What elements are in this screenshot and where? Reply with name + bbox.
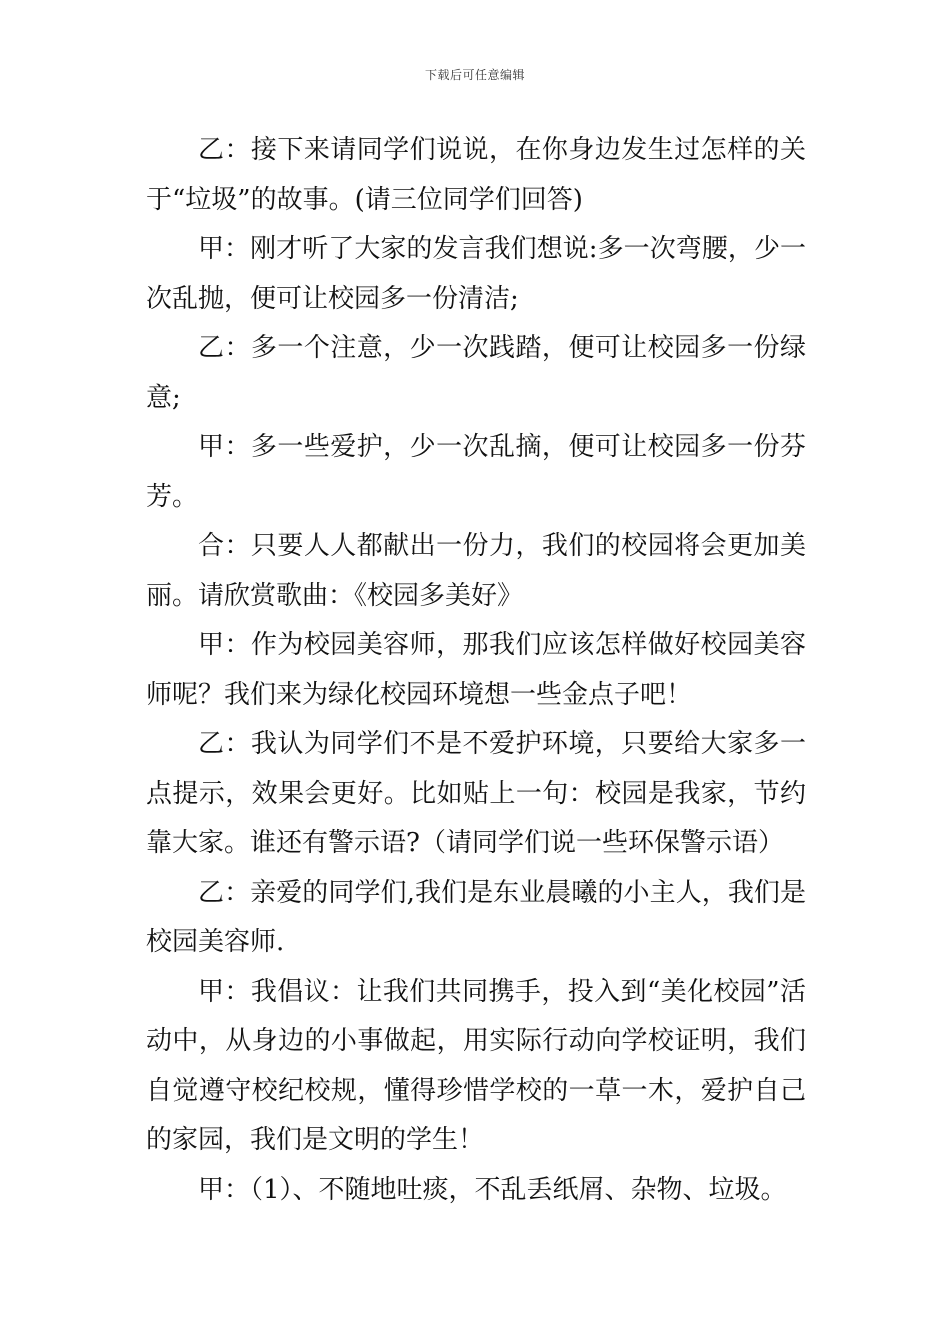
paragraph: 甲：多一些爱护，少一次乱摘，便可让校园多一份芬芳。	[146, 432, 806, 512]
paragraph: 合：只要人人都献出一份力，我们的校园将会更加美丽。请欣赏歌曲：《校园多美好》	[146, 531, 806, 611]
document-body	[146, 126, 806, 1215]
header-note: 下载后可任意编辑	[424, 68, 525, 82]
paragraph: 乙：亲爱的同学们,我们是东业晨曦的小主人，我们是校园美容师.	[146, 877, 806, 957]
paragraph: 甲：（1）、不随地吐痰，不乱丢纸屑、杂物、垃圾。	[198, 1174, 787, 1205]
paragraph: 乙：多一个注意，少一次践踏，便可让校园多一份绿意;	[146, 333, 806, 413]
paragraph: 甲：我倡议：让我们共同携手，投入到“美化校园”活动中，从身边的小事做起，用实际行动向学校证明，我们自觉遵守校纪校规，懂得珍惜学校的一草一木，爱护自己的家园，我们是文明的学生！	[146, 976, 806, 1155]
paragraph: 乙：接下来请同学们说说，在你身边发生过怎样的关于“垃圾”的故事。(请三位同学们回答)	[146, 135, 806, 215]
paragraph: 甲：作为校园美容师，那我们应该怎样做好校园美容师呢？我们来为绿化校园环境想一些金点子吧！	[146, 630, 806, 710]
paragraph: 甲：刚才听了大家的发言我们想说:多一次弯腰，少一次乱抛，便可让校园多一份清洁;	[146, 234, 806, 314]
paragraph: 乙：我认为同学们不是不爱护环境，只要给大家多一点提示，效果会更好。比如贴上一句：校园是我家，节约靠大家。谁还有警示语?（请同学们说一些环保警示语）	[146, 729, 806, 858]
